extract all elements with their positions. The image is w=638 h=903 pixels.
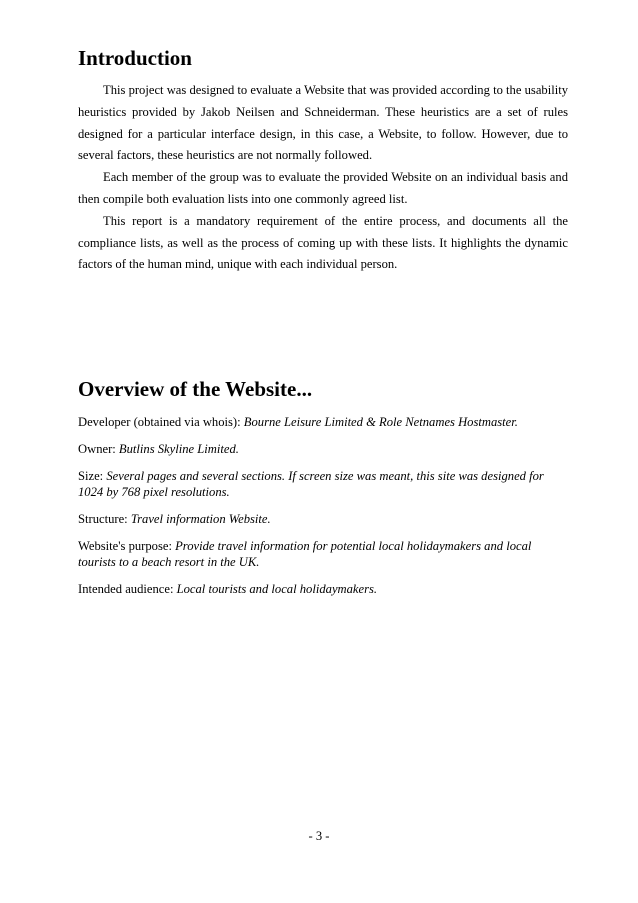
overview-item-structure [78,511,568,527]
introduction-paragraph: This project was designed to evaluate a Website that was provided according to the usability heuristics provided by Jakob Neilsen and Schneiderman. These heuristics are a set of rules designed for a particular interface design, in this case, a Website, to follow. However, due to several factors, these heuristics are not normally followed. [78,83,568,163]
overview-item-developer [78,414,568,430]
overview-item-value: Travel information Website. [130,512,271,526]
introduction-heading: Introduction [78,46,192,70]
overview-heading: Overview of the Website... [78,377,313,401]
overview-item-label: Intended audience: [78,582,177,596]
overview-item-purpose [78,538,568,570]
overview-item-value: Several pages and several sections. If screen size was meant, this site was designed for 1024 by 768 pixel resolutions. [78,469,544,499]
overview-item-value: Butlins Skyline Limited. [118,442,239,456]
overview-item-audience [78,581,568,597]
overview-item-value: Bourne Leisure Limited & Role Netnames Hostmaster. [243,415,518,429]
overview-item-label: Owner: [78,442,119,456]
overview-item-owner [78,441,568,457]
introduction-body [78,80,568,276]
overview-item-label: Website's purpose: [78,539,176,553]
overview-item-label: Size: [78,469,107,483]
introduction-paragraph: Each member of the group was to evaluate the provided Website on an individual basis and then compile both evaluation lists into one commonly agreed list. [78,170,568,206]
overview-item-label: Structure: [78,512,131,526]
overview-item-value: Provide travel information for potential local holidaymakers and local tourists to a beach resort in the UK. [78,539,532,569]
overview-item-value: Local tourists and local holidaymakers. [176,582,378,596]
overview-list [78,414,568,608]
overview-item-label: Developer (obtained via whois): [78,415,244,429]
introduction-paragraph: This report is a mandatory requirement of the entire process, and documents all the compliance lists, as well as the process of coming up with these lists. It highlights the dynamic factors of the human mind, unique with each individual person. [78,213,568,272]
page-number: - 3 - [308,829,330,843]
overview-item-size [78,468,568,500]
